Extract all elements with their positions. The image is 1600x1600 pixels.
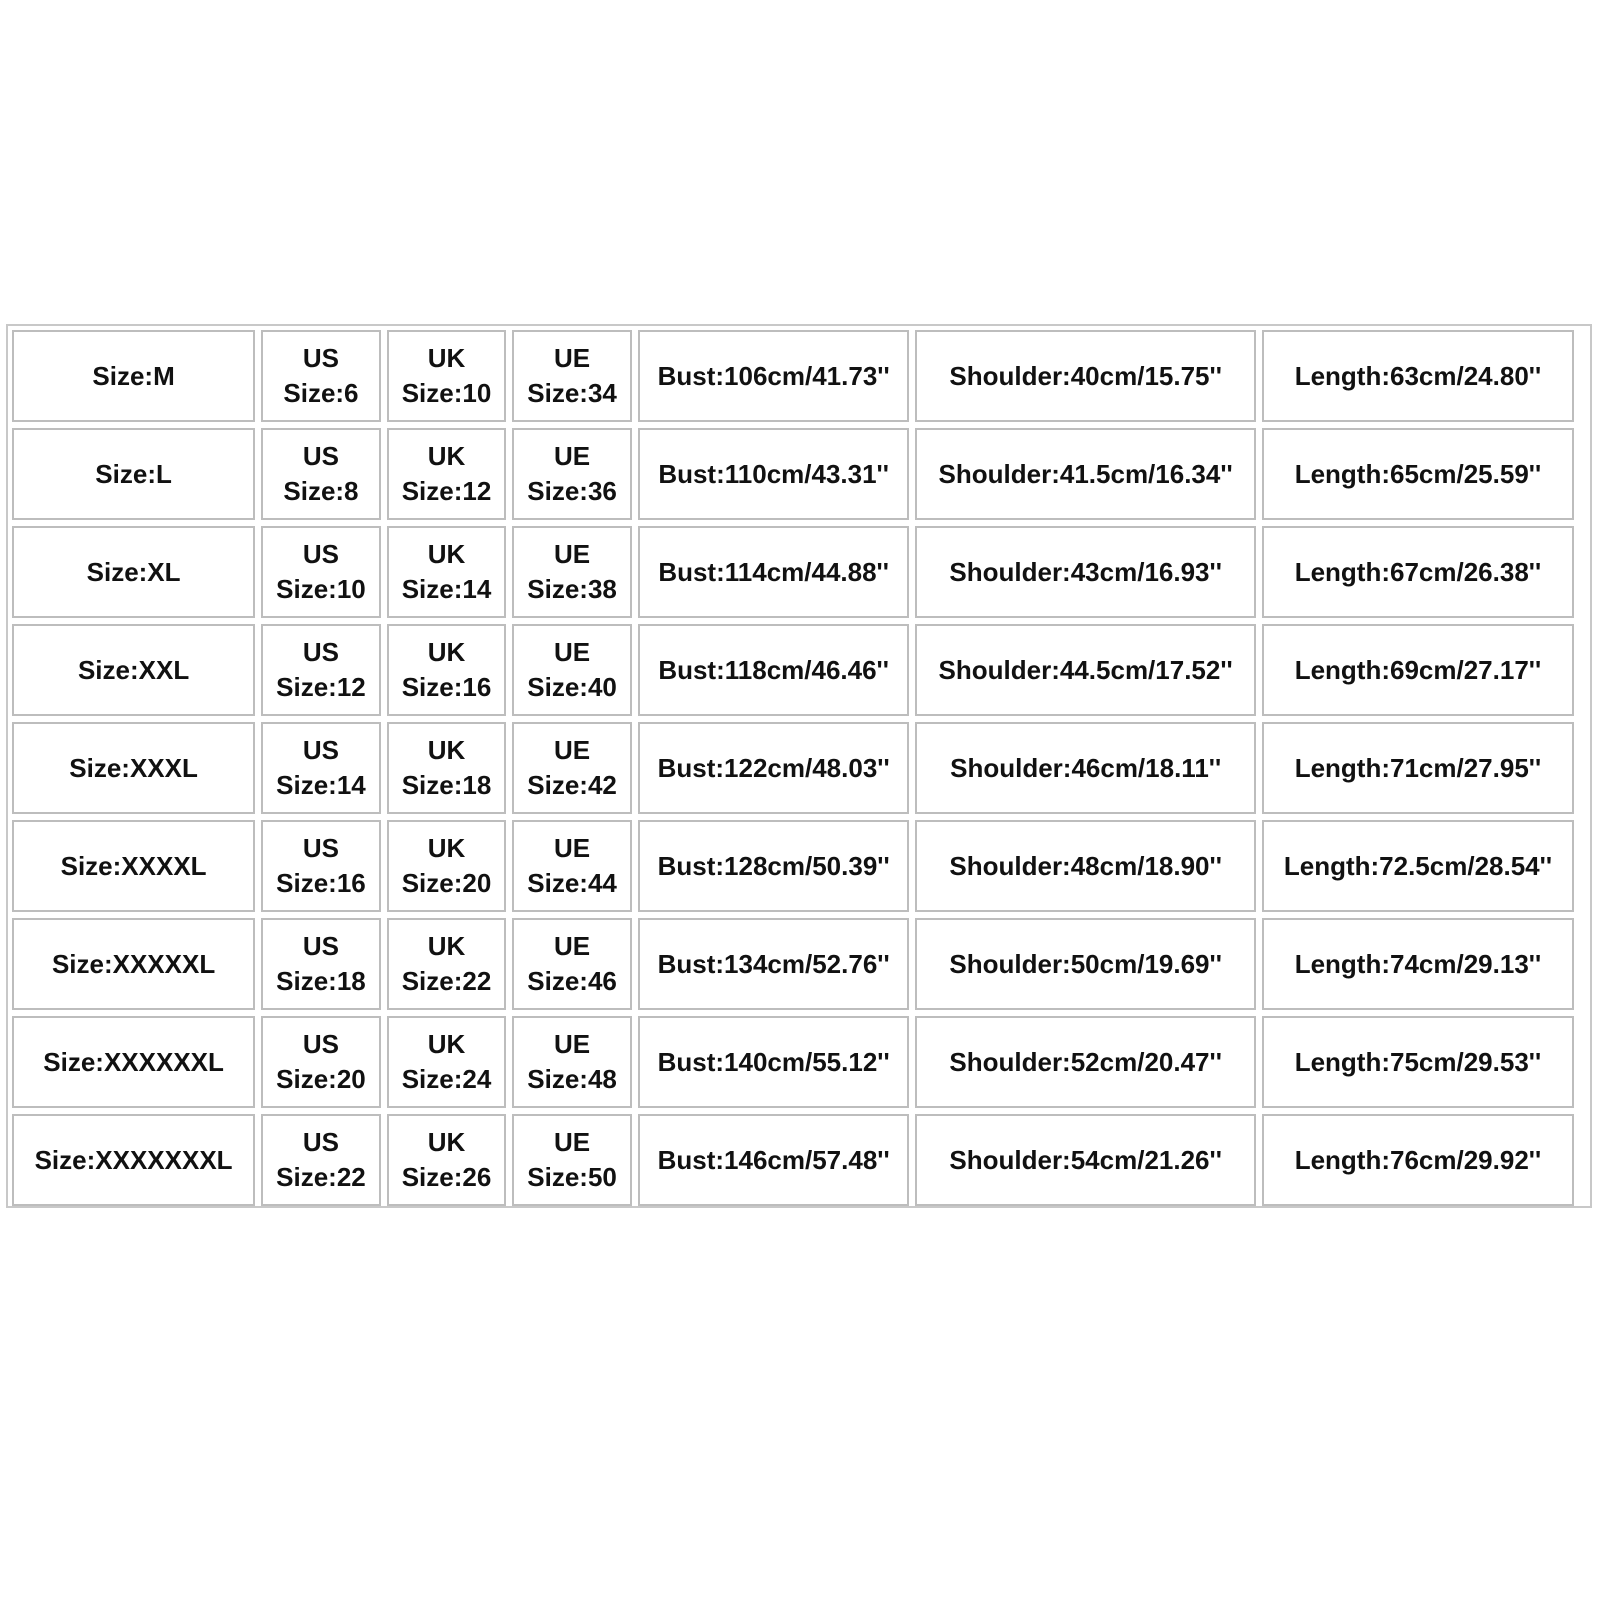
us-size-value: Size:20 xyxy=(276,1064,366,1094)
us-size-value: Size:16 xyxy=(276,868,366,898)
us-size-cell xyxy=(261,330,381,422)
us-label: US xyxy=(302,1127,340,1157)
uk-label: UK xyxy=(427,343,466,373)
ue-size-cell xyxy=(512,624,632,716)
uk-size-cell xyxy=(387,820,507,912)
us-size-value: Size:18 xyxy=(276,966,366,996)
shoulder-cell: Shoulder:48cm/18.90'' xyxy=(915,820,1255,912)
size-chart xyxy=(6,324,1592,1208)
ue-size-value: Size:46 xyxy=(527,966,617,996)
uk-size-value: Size:20 xyxy=(401,868,492,898)
ue-label: UE xyxy=(554,833,591,863)
uk-size-cell xyxy=(387,1114,507,1206)
uk-size-cell xyxy=(387,1016,507,1108)
uk-size-cell xyxy=(387,428,507,520)
uk-label: UK xyxy=(427,441,466,471)
ue-size-cell xyxy=(512,820,632,912)
us-size-value: Size:12 xyxy=(276,672,366,702)
bust-cell: Bust:114cm/44.88'' xyxy=(638,526,910,618)
us-label: US xyxy=(302,637,340,667)
table-row xyxy=(12,1114,1574,1206)
ue-size-value: Size:34 xyxy=(527,378,617,408)
ue-label: UE xyxy=(554,1029,591,1059)
ue-size-cell xyxy=(512,330,632,422)
length-cell: Length:76cm/29.92'' xyxy=(1262,1114,1574,1206)
us-size-cell xyxy=(261,918,381,1010)
ue-size-value: Size:40 xyxy=(527,672,617,702)
ue-label: UE xyxy=(554,735,591,765)
shoulder-cell: Shoulder:41.5cm/16.34'' xyxy=(915,428,1255,520)
ue-size-value: Size:38 xyxy=(527,574,617,604)
length-cell: Length:72.5cm/28.54'' xyxy=(1262,820,1574,912)
ue-size-cell xyxy=(512,428,632,520)
table-row xyxy=(12,918,1574,1010)
shoulder-cell: Shoulder:40cm/15.75'' xyxy=(915,330,1255,422)
us-size-cell xyxy=(261,722,381,814)
ue-size-cell xyxy=(512,722,632,814)
shoulder-cell: Shoulder:52cm/20.47'' xyxy=(915,1016,1255,1108)
ue-size-cell xyxy=(512,918,632,1010)
uk-label: UK xyxy=(427,735,466,765)
shoulder-cell: Shoulder:50cm/19.69'' xyxy=(915,918,1255,1010)
ue-size-value: Size:48 xyxy=(527,1064,617,1094)
ue-label: UE xyxy=(554,539,591,569)
table-row xyxy=(12,428,1574,520)
size-cell: Size:XXXXXXXL xyxy=(12,1114,255,1206)
us-label: US xyxy=(302,735,340,765)
bust-cell: Bust:118cm/46.46'' xyxy=(638,624,910,716)
us-size-cell xyxy=(261,526,381,618)
size-cell: Size:XXXXXL xyxy=(12,918,255,1010)
uk-size-cell xyxy=(387,918,507,1010)
uk-label: UK xyxy=(427,637,466,667)
length-cell: Length:69cm/27.17'' xyxy=(1262,624,1574,716)
length-cell: Length:75cm/29.53'' xyxy=(1262,1016,1574,1108)
length-cell: Length:65cm/25.59'' xyxy=(1262,428,1574,520)
length-cell: Length:67cm/26.38'' xyxy=(1262,526,1574,618)
ue-size-cell xyxy=(512,1016,632,1108)
ue-label: UE xyxy=(554,931,591,961)
bust-cell: Bust:140cm/55.12'' xyxy=(638,1016,910,1108)
us-size-cell xyxy=(261,1016,381,1108)
bust-cell: Bust:146cm/57.48'' xyxy=(638,1114,910,1206)
bust-cell: Bust:128cm/50.39'' xyxy=(638,820,910,912)
us-size-cell xyxy=(261,820,381,912)
shoulder-cell: Shoulder:54cm/21.26'' xyxy=(915,1114,1255,1206)
ue-label: UE xyxy=(554,441,591,471)
table-row xyxy=(12,1016,1574,1108)
ue-size-value: Size:44 xyxy=(527,868,617,898)
uk-label: UK xyxy=(427,539,466,569)
ue-label: UE xyxy=(554,637,591,667)
uk-size-value: Size:22 xyxy=(401,966,492,996)
shoulder-cell: Shoulder:44.5cm/17.52'' xyxy=(915,624,1255,716)
size-cell: Size:XXXXL xyxy=(12,820,255,912)
ue-size-value: Size:50 xyxy=(527,1162,617,1192)
length-cell: Length:74cm/29.13'' xyxy=(1262,918,1574,1010)
size-cell: Size:M xyxy=(12,330,255,422)
us-label: US xyxy=(302,1029,340,1059)
uk-label: UK xyxy=(427,833,466,863)
table-row xyxy=(12,722,1574,814)
uk-label: UK xyxy=(427,1127,466,1157)
ue-size-value: Size:42 xyxy=(527,770,617,800)
us-size-value: Size:14 xyxy=(276,770,366,800)
size-cell: Size:XL xyxy=(12,526,255,618)
us-size-value: Size:10 xyxy=(276,574,366,604)
size-table xyxy=(6,324,1580,1212)
size-cell: Size:XXXL xyxy=(12,722,255,814)
table-row xyxy=(12,624,1574,716)
ue-label: UE xyxy=(554,1127,591,1157)
uk-size-value: Size:26 xyxy=(401,1162,492,1192)
bust-cell: Bust:106cm/41.73'' xyxy=(638,330,910,422)
shoulder-cell: Shoulder:43cm/16.93'' xyxy=(915,526,1255,618)
us-size-cell xyxy=(261,624,381,716)
uk-label: UK xyxy=(427,1029,466,1059)
us-label: US xyxy=(302,931,340,961)
bust-cell: Bust:110cm/43.31'' xyxy=(638,428,910,520)
uk-size-value: Size:24 xyxy=(401,1064,492,1094)
bust-cell: Bust:122cm/48.03'' xyxy=(638,722,910,814)
length-cell: Length:71cm/27.95'' xyxy=(1262,722,1574,814)
ue-size-cell xyxy=(512,526,632,618)
size-cell: Size:XXXXXXL xyxy=(12,1016,255,1108)
length-cell: Length:63cm/24.80'' xyxy=(1262,330,1574,422)
us-label: US xyxy=(302,833,340,863)
ue-size-value: Size:36 xyxy=(527,476,617,506)
table-row xyxy=(12,526,1574,618)
us-size-cell xyxy=(261,428,381,520)
size-cell: Size:XXL xyxy=(12,624,255,716)
uk-size-value: Size:18 xyxy=(401,770,492,800)
uk-size-value: Size:16 xyxy=(401,672,492,702)
us-label: US xyxy=(302,441,340,471)
shoulder-cell: Shoulder:46cm/18.11'' xyxy=(915,722,1255,814)
uk-size-value: Size:14 xyxy=(401,574,492,604)
us-size-value: Size:8 xyxy=(283,476,359,506)
us-size-value: Size:6 xyxy=(283,378,359,408)
uk-size-cell xyxy=(387,526,507,618)
us-label: US xyxy=(302,343,340,373)
table-row xyxy=(12,820,1574,912)
uk-size-cell xyxy=(387,722,507,814)
us-size-cell xyxy=(261,1114,381,1206)
uk-label: UK xyxy=(427,931,466,961)
ue-label: UE xyxy=(554,343,591,373)
table-row xyxy=(12,330,1574,422)
uk-size-value: Size:12 xyxy=(401,476,492,506)
ue-size-cell xyxy=(512,1114,632,1206)
bust-cell: Bust:134cm/52.76'' xyxy=(638,918,910,1010)
uk-size-cell xyxy=(387,624,507,716)
uk-size-value: Size:10 xyxy=(401,378,492,408)
size-cell: Size:L xyxy=(12,428,255,520)
uk-size-cell xyxy=(387,330,507,422)
us-label: US xyxy=(302,539,340,569)
us-size-value: Size:22 xyxy=(276,1162,366,1192)
